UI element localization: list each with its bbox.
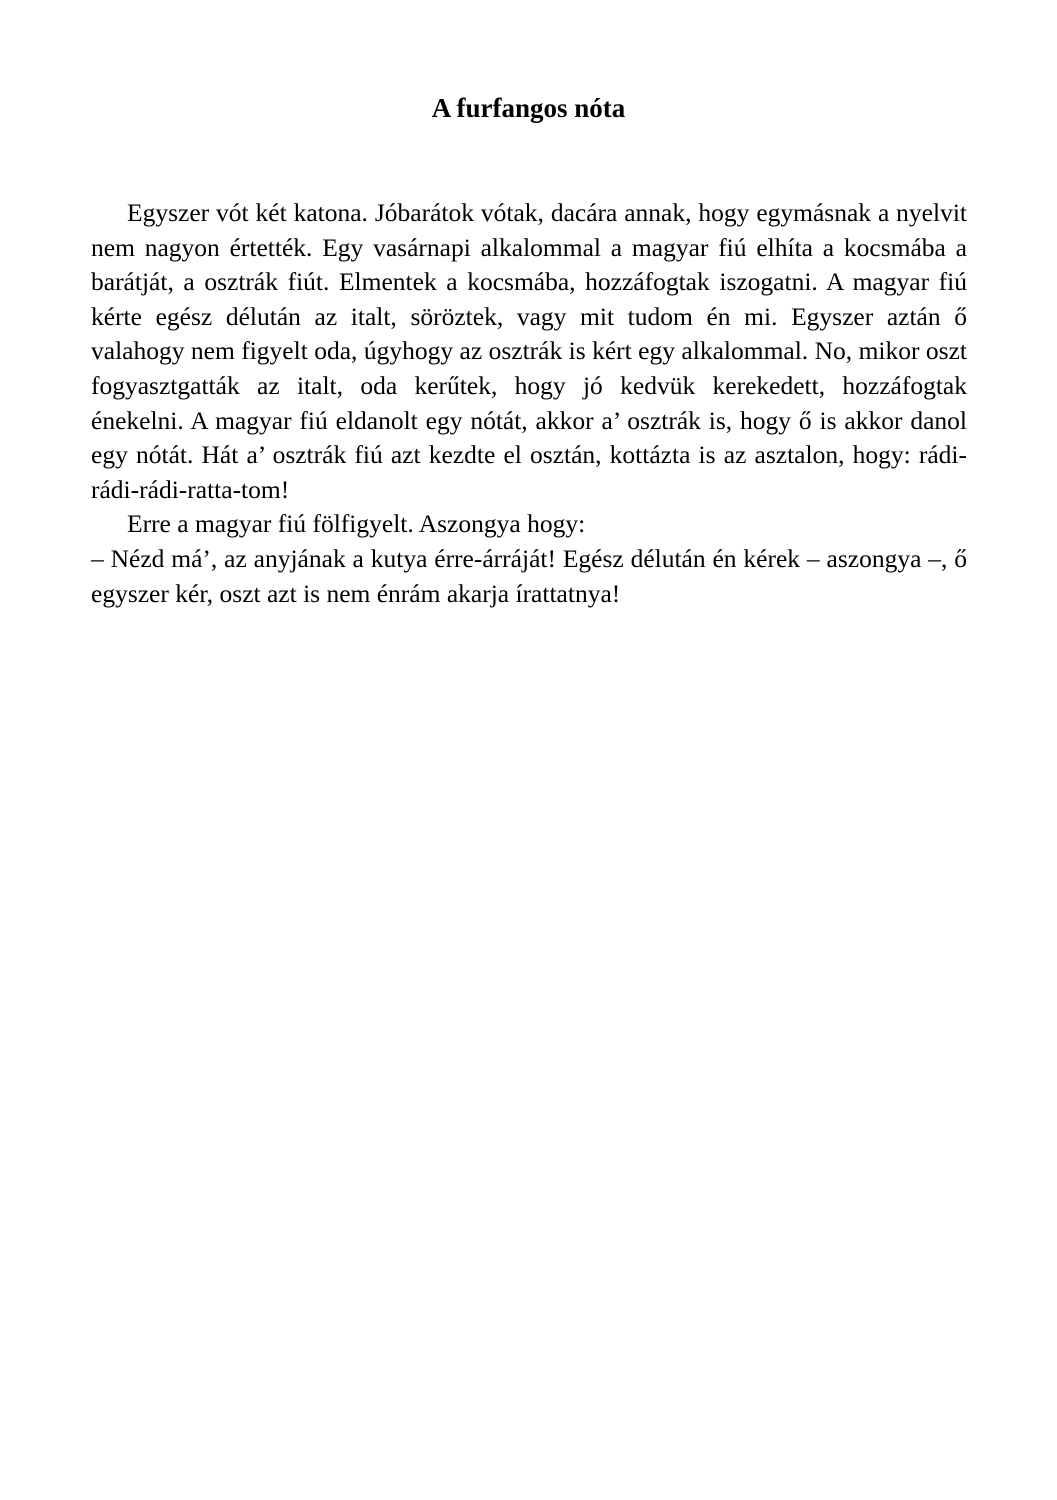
- page-title: A furfangos nóta: [431, 93, 626, 123]
- paragraph-1: Egyszer vót két katona. Jóbarátok vótak, dacára annak, hogy egymásnak a nyelvit nem nagyon értették. Egy vasárnapi alkalommal a magyar fiú elhíta a kocsmába a barátját, a osztrák fiút. Elmentek a kocsmába, hozzáfogtak iszogatni. A magyar fiú kérte egész délután az italt, söröztek, vagy mit tudom én mi. Egyszer aztán ő valahogy nem figyelt oda, úgyhogy az osztrák is kért egy alkalommal. No, mikor oszt fogyasztgatták az italt, oda kerűtek, hogy jó kedvük kerekedett, hozzáfogtak énekelni. A magyar fiú eldanolt egy nótát, akkor a’ osztrák is, hogy ő is akkor danol egy nótát. Hát a’ osztrák fiú azt kezdte el osztán, kottázta is az asztalon, hogy: rádi-rádi-rádi-ratta-tom!: [91, 198, 967, 504]
- story-body: [91, 196, 967, 611]
- paragraph-2: Erre a magyar fiú fölfigyelt. Aszongya hogy:: [127, 509, 586, 539]
- paragraph-3-dialogue: – Nézd má’, az anyjának a kutya érre-árráját! Egész délután én kérek – aszongya –, ő egyszer kér, oszt azt is nem énrám akarja írattatnya!: [91, 543, 967, 608]
